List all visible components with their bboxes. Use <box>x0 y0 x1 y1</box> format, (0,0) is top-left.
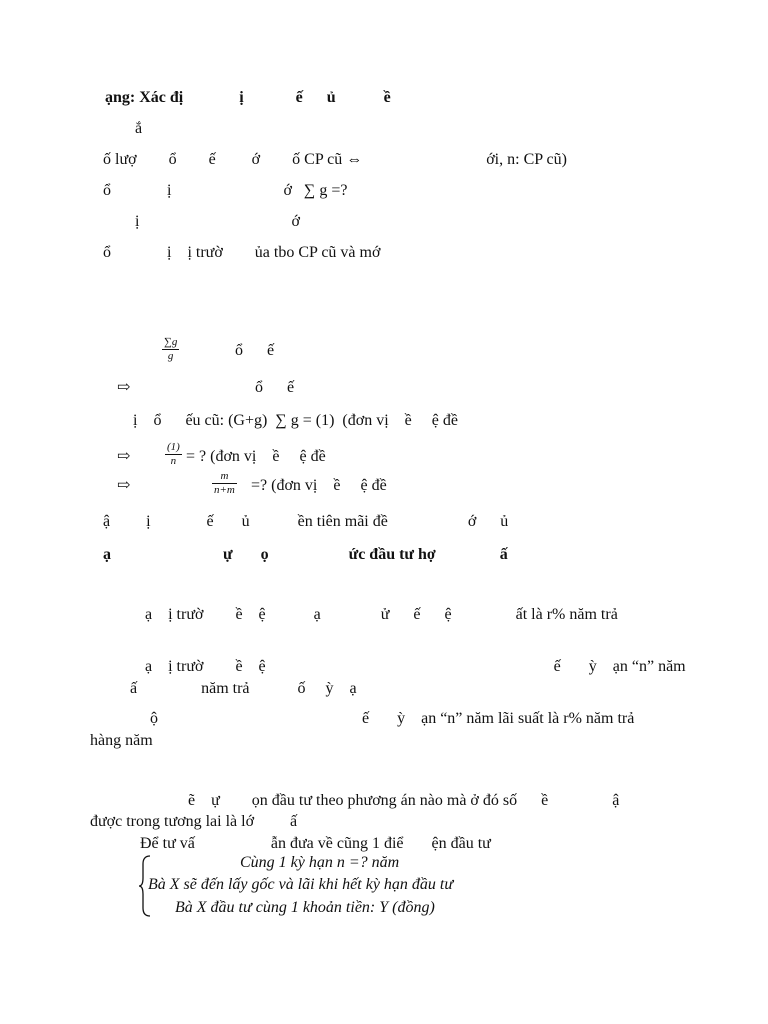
text-line: ổ ế <box>235 342 275 359</box>
fraction-numerator: ∑g <box>164 336 178 348</box>
text-line: ổ ị ớ ∑ g =? <box>103 182 348 199</box>
arrow-icon: ⇨ <box>117 448 131 465</box>
text-line: ẽ ự ọn đầu tư theo phương án nào mà ở đó số ề ậ <box>188 792 620 809</box>
fraction-numerator: m <box>212 470 237 484</box>
fraction-numerator: (1) <box>167 441 180 453</box>
text-line: ộ ế ỳ ạn “n” năm lãi suất là r% năm trả <box>150 710 635 727</box>
text-line: được trong tương lai là lớ ấ <box>90 813 298 830</box>
fraction-denominator: g <box>167 350 174 362</box>
arrow-icon: ⇨ <box>117 477 131 494</box>
system-line-2: Bà X sẽ đến lấy gốc và lãi khi hết kỳ hạn đầu tư <box>148 876 454 893</box>
text-line: ị ớ <box>135 213 300 230</box>
text-line: ạ ị trườ ề ệ ế ỳ ạn “n” năm <box>145 658 686 675</box>
fraction-m-over-n-plus-m <box>212 470 237 497</box>
system-line-3: Bà X đầu tư cùng 1 khoản tiền: Y (đồng) <box>175 899 435 916</box>
text-line: = ? (đơn vị ề ệ đề <box>186 448 326 465</box>
text-line: ổ ế <box>255 379 295 396</box>
text-line: ạ ị trườ ề ệ ạ ử ế ệ ất là r% năm trả <box>145 606 618 623</box>
heading-line: ạ ự ọ ức đầu tư hợ ấ <box>103 546 508 563</box>
heading-line: ạng: Xác đị ị ế ủ ề <box>105 89 391 106</box>
text-line: ổ ị ị trườ ủa tbo CP cũ và mớ <box>103 244 381 261</box>
text-line: ậ ị ế ủ ền tiên mãi đề ớ ủ <box>103 513 509 530</box>
text-line: =? (đơn vị ề ệ đề <box>251 477 387 494</box>
text-line: ấ năm trả ố ỳ ạ <box>130 680 357 697</box>
text-line: ố lượ ổ ế ớ ố CP cũ ⇔ ới, n: CP cũ) <box>103 151 567 168</box>
system-line-1: Cùng 1 kỳ hạn n =? năm <box>240 854 400 871</box>
fraction-denominator: n+m <box>214 484 235 496</box>
text-line: Để tư vấ ẫn đưa về cũng 1 điể ện đầu tư <box>140 835 491 852</box>
fraction-sum-g-over-g <box>162 336 179 363</box>
text-line: ị ổ ếu cũ: (G+g) ∑ g = (1) (đơn vị ề ệ đề <box>133 412 458 429</box>
arrow-icon: ⇨ <box>117 379 131 396</box>
text-line: ắ <box>135 120 143 137</box>
fraction-1-over-n <box>165 441 182 468</box>
fraction-denominator: n <box>170 455 177 467</box>
text-line: hàng năm <box>90 732 153 749</box>
